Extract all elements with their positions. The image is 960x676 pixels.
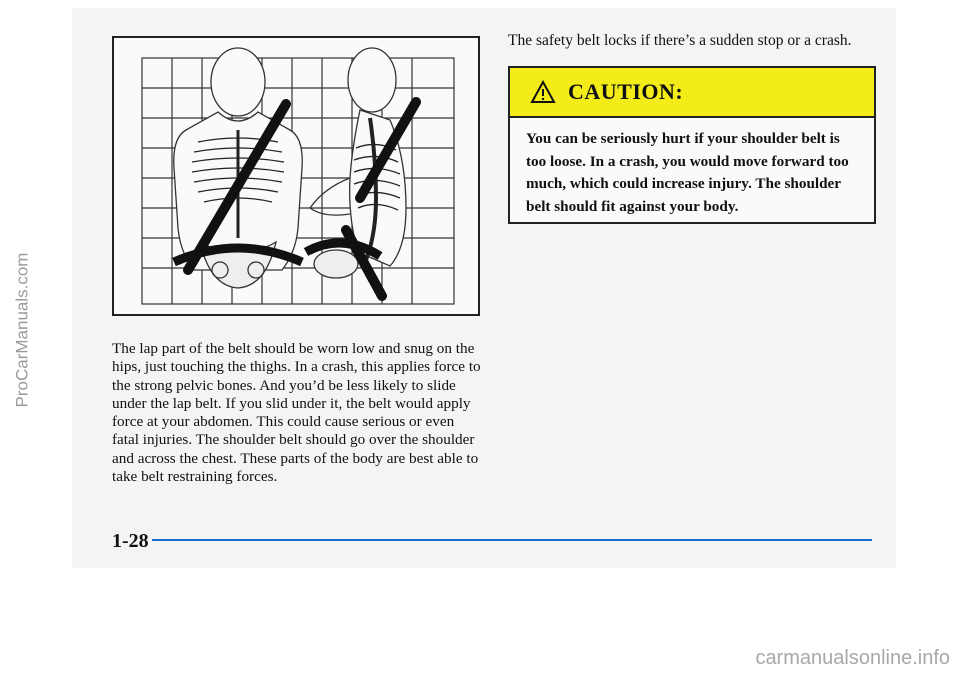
warning-triangle-icon <box>530 80 556 104</box>
lap-belt-paragraph: The lap part of the belt should be worn low and snug on the hips, just touching the thighs. In a crash, this applies force to the strong pelvic bones. And you’d be less likely to slide under the lap belt. If you slid under it, the belt would apply force at your abdomen. This could cause serious or even fatal injuries. The shoulder belt should go over the shoulder and across the chest. These parts of the body are best able to take belt restraining forces. <box>112 340 481 486</box>
front-skeleton <box>174 48 303 288</box>
page-number: 1-28 <box>112 530 149 552</box>
caution-body-text: You can be seriously hurt if your shoulder belt is too loose. In a crash, you would move forward too much, which could increase injury. The shoulder belt should fit against your body. <box>526 130 849 215</box>
skeleton-belt-illustration <box>112 36 480 316</box>
caution-header <box>510 68 874 118</box>
caution-title: CAUTION: <box>568 79 684 104</box>
side-watermark-text: ProCarManuals.com <box>12 252 32 408</box>
footer-rule <box>152 539 872 541</box>
bottom-watermark: carmanualsonline.info <box>755 647 950 669</box>
caution-box <box>508 66 876 224</box>
belt-locks-text: The safety belt locks if there’s a sudden stop or a crash. <box>508 32 852 49</box>
skeleton-diagram <box>114 38 478 314</box>
side-watermark <box>4 70 40 590</box>
